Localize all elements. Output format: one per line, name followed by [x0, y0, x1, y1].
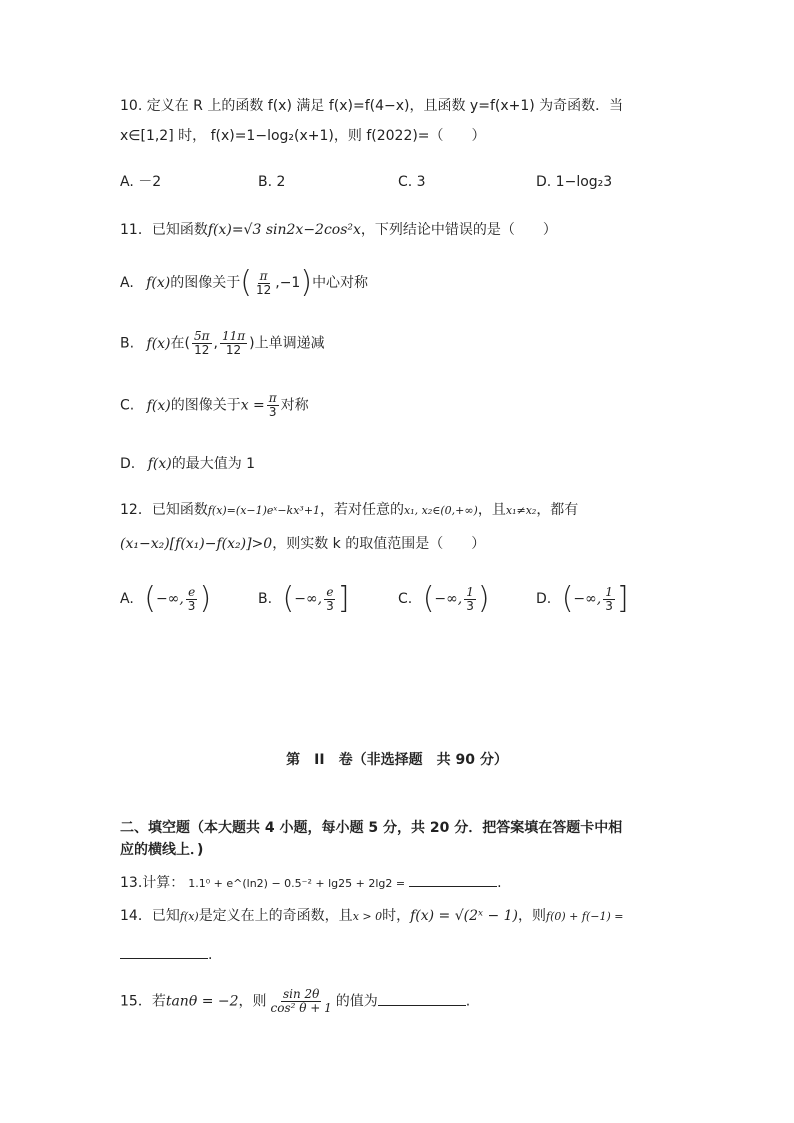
q14-formula: f(x) = √(2ˣ − 1) [410, 908, 519, 924]
q14-ask: f(0) + f(−1) = [546, 910, 624, 923]
q11-option-c-text2: 对称 [280, 397, 309, 414]
q10-option-a[interactable]: A. －2 [120, 174, 162, 190]
q14-answer-line [120, 944, 212, 965]
q12-option-a-open: ( [144, 581, 156, 616]
q15-frac: $\frac{\sin 2\theta}{\text{cos² θ + 1}}$ [270, 987, 332, 1015]
q14-cond: x > 0 [352, 910, 383, 923]
q12-option-c[interactable] [398, 581, 490, 616]
q12-line1-formula: f(x)=(x−1)eˣ−kx³+1 [207, 504, 321, 517]
q11-option-a-text2: 中心对称 [312, 275, 369, 291]
q12-option-d-close: ] [616, 581, 629, 616]
q11-option-a-frac: $\frac{\pi}{12}$ [255, 268, 272, 297]
section2-heading-line1: 二、填空题（本大题共 4 小题，每小题 5 分，共 20 分．把答案填在答题卡中相 [120, 820, 623, 836]
q11-option-a-lparen: ( [240, 265, 252, 300]
q13-formula: 1.1⁰ + e^(ln2) − 0.5⁻² + lg25 + 2lg2 = [188, 877, 406, 890]
q11-option-b-text2: )上单调递减 [249, 335, 325, 352]
q11-option-a-rparen: ) [300, 265, 313, 300]
q11-option-b-frac2: $\frac{11\pi}{12}$ [221, 329, 246, 357]
q12-option-d[interactable] [536, 581, 629, 616]
q11-option-c-fx: f(x) [146, 397, 171, 414]
q11-option-b-fx: f(x) [146, 335, 171, 352]
q11-stem-suffix: ，下列结论中错误的是（ ） [360, 222, 557, 238]
q15-mid: ，则 [238, 993, 267, 1010]
q12-line1-prefix: 12．已知函数 [120, 502, 208, 518]
q14-answer-blank[interactable] [120, 944, 208, 959]
q11-stem-formula: f(x)=√3 sin2x−2cos²x [207, 222, 361, 238]
q15-answer-blank[interactable] [378, 991, 466, 1006]
q14-text2: 是定义在上的奇函数，且 [198, 908, 353, 924]
q11-stem [120, 220, 557, 240]
q12-line1-vars: x₁, x₂∈(0,+∞) [404, 504, 478, 517]
q11-option-c-text1: 的图像关于 [170, 397, 241, 414]
q10-option-c[interactable]: C. 3 [398, 174, 426, 190]
q12-option-c-frac: $\frac{1}{3}$ [466, 584, 474, 613]
q14-text3: 时， [382, 908, 411, 924]
q11-option-d-fx: f(x) [147, 456, 172, 472]
q11-option-d[interactable] [120, 454, 255, 474]
q11-option-d-text: 的最大值为 1 [171, 456, 256, 472]
q12-option-a-close: ) [199, 581, 212, 616]
q13 [120, 872, 502, 894]
q12-option-b-open: ( [282, 581, 295, 616]
q12-option-a-frac: $\frac{e}{3}$ [187, 584, 196, 613]
q12-line2-text: ，则实数 k 的取值范围是（ ） [272, 536, 486, 552]
q11-option-a[interactable] [120, 265, 369, 300]
q12-option-a[interactable] [120, 581, 212, 616]
q12-option-c-open: ( [422, 581, 435, 616]
q12-option-d-open: ( [561, 581, 574, 616]
q15-suffix: 的值为 [335, 993, 378, 1010]
q12-line2-formula: (x₁−x₂)[f(x₁)−f(x₂)]>0 [120, 536, 273, 552]
q11-option-b-frac1: $\frac{5\pi}{12}$ [194, 329, 210, 357]
section2-heading-line2: 应的横线上．) [120, 842, 204, 858]
q12-option-a-left: −∞, [155, 591, 184, 607]
q10-option-d[interactable]: D. 1−log₂3 [536, 174, 613, 190]
q12-option-b-left: −∞, [294, 591, 323, 607]
q13-prefix: 13.计算： [120, 875, 185, 891]
q12-line1-end: ，都有 [536, 502, 579, 518]
part2-title: 第 II 卷（非选择题 共 90 分） [286, 752, 508, 768]
q11-option-d-label: D. [120, 456, 136, 472]
q15-end: . [465, 993, 471, 1010]
q10-line2: x∈[1,2] 时， f(x)=1−log₂(x+1)，则 f(2022)=（ ） [120, 128, 486, 144]
q12-line2 [120, 534, 485, 554]
q13-answer-blank[interactable] [409, 872, 497, 887]
q15-cond: tanθ = −2 [165, 993, 239, 1010]
q11-option-b[interactable]: B. f(x)在( $\frac{5\pi}{12}$ , $\frac{11\pi}{12}$ )上单调递减 [120, 329, 325, 357]
q12-option-c-label: C. [398, 591, 413, 607]
q11-option-a-fx: f(x) [146, 275, 171, 291]
q12-option-c-close: ) [477, 581, 490, 616]
q15 [120, 988, 470, 1015]
q14-end: . [208, 947, 213, 963]
q11-option-c-frac: $\frac{\pi}{3}$ [268, 391, 277, 419]
q12-line1 [120, 500, 578, 521]
q11-option-b-text1: 在( [170, 335, 190, 352]
q12-option-b-label: B. [258, 591, 273, 607]
q12-line1-mid: ，若对任意的 [320, 502, 405, 518]
q14 [120, 906, 623, 927]
q12-option-b-frac: $\frac{e}{3}$ [326, 584, 334, 613]
q12-option-d-label: D. [536, 591, 552, 607]
q12-option-c-left: −∞, [434, 591, 463, 607]
q12-line1-cond: x₁≠x₂ [505, 504, 537, 517]
q13-end: . [497, 875, 502, 891]
q11-option-a-label: A. [120, 275, 134, 291]
q12-line1-and: ，且 [477, 502, 506, 518]
q11-option-c-x: x = [240, 397, 265, 414]
q14-fx: f(x) [179, 910, 199, 923]
q14-text4: ，则 [518, 908, 547, 924]
q14-text1: 14．已知 [120, 908, 180, 924]
q11-stem-prefix: 11．已知函数 [120, 222, 208, 238]
q10-option-b[interactable]: B. 2 [258, 174, 286, 190]
q11-option-c[interactable] [120, 392, 309, 419]
q11-option-a-text1: 的图像关于 [170, 275, 241, 291]
q11-option-c-label: C. [120, 397, 135, 414]
q12-option-b[interactable] [258, 581, 350, 616]
q11-option-b-label: B. [120, 335, 135, 352]
q12-option-b-close: ] [337, 581, 350, 616]
q11-option-a-tail: ,−1 [275, 275, 301, 291]
q12-option-d-frac: $\frac{1}{3}$ [605, 584, 613, 613]
q10-line1: 10. 定义在 R 上的函数 f(x) 满足 f(x)=f(4−x)，且函数 y=f(x+1) 为奇函数．当 [120, 98, 624, 114]
q12-option-a-label: A. [120, 591, 134, 607]
q15-prefix: 15．若 [120, 993, 166, 1010]
q12-option-d-left: −∞, [573, 591, 602, 607]
